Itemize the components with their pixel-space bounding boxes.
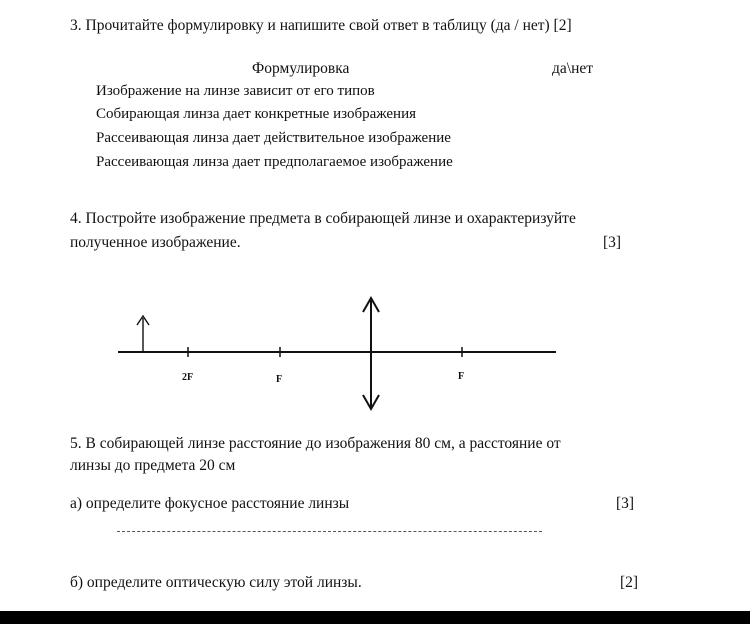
label-f-right: F <box>458 371 465 382</box>
q3-header-statement: Формулировка <box>252 60 350 77</box>
q3-header-answer: да\нет <box>552 60 594 77</box>
q5-line-2: линзы до предмета 20 см <box>70 457 236 474</box>
answer-line <box>117 531 542 532</box>
label-f-left: F <box>276 374 283 385</box>
q3-row-2: Собирающая линза дает конкретные изображения <box>96 106 417 122</box>
q3-row-1: Изображение на линзе зависит от его типов <box>96 83 375 99</box>
bottom-edge-bar <box>0 611 750 624</box>
q5-part-b-score: [2] <box>620 574 639 591</box>
q3-row-3: Рассеивающая линза дает действительное изображение <box>96 130 451 146</box>
q4-score: [3] <box>603 234 622 251</box>
q3-text: 3. Прочитайте формулировку и напишите свой ответ в таблицу (да / нет) [2] <box>70 17 572 34</box>
label-2f: 2F <box>182 372 194 383</box>
q5-part-a: а) определите фокусное расстояние линзы <box>70 495 350 512</box>
q5-line-1: 5. В собирающей линзе расстояние до изображения 80 см, а расстояние от <box>70 435 561 452</box>
q4-line-2: полученное изображение. <box>70 234 241 251</box>
q3-row-4: Рассеивающая линза дает предполагаемое изображение <box>96 154 453 170</box>
q4-line-1: 4. Постройте изображение предмета в собирающей линзе и охарактеризуйте <box>70 210 576 227</box>
q5-part-a-score: [3] <box>616 495 635 512</box>
q5-part-b: б) определите оптическую силу этой линзы. <box>70 574 362 591</box>
